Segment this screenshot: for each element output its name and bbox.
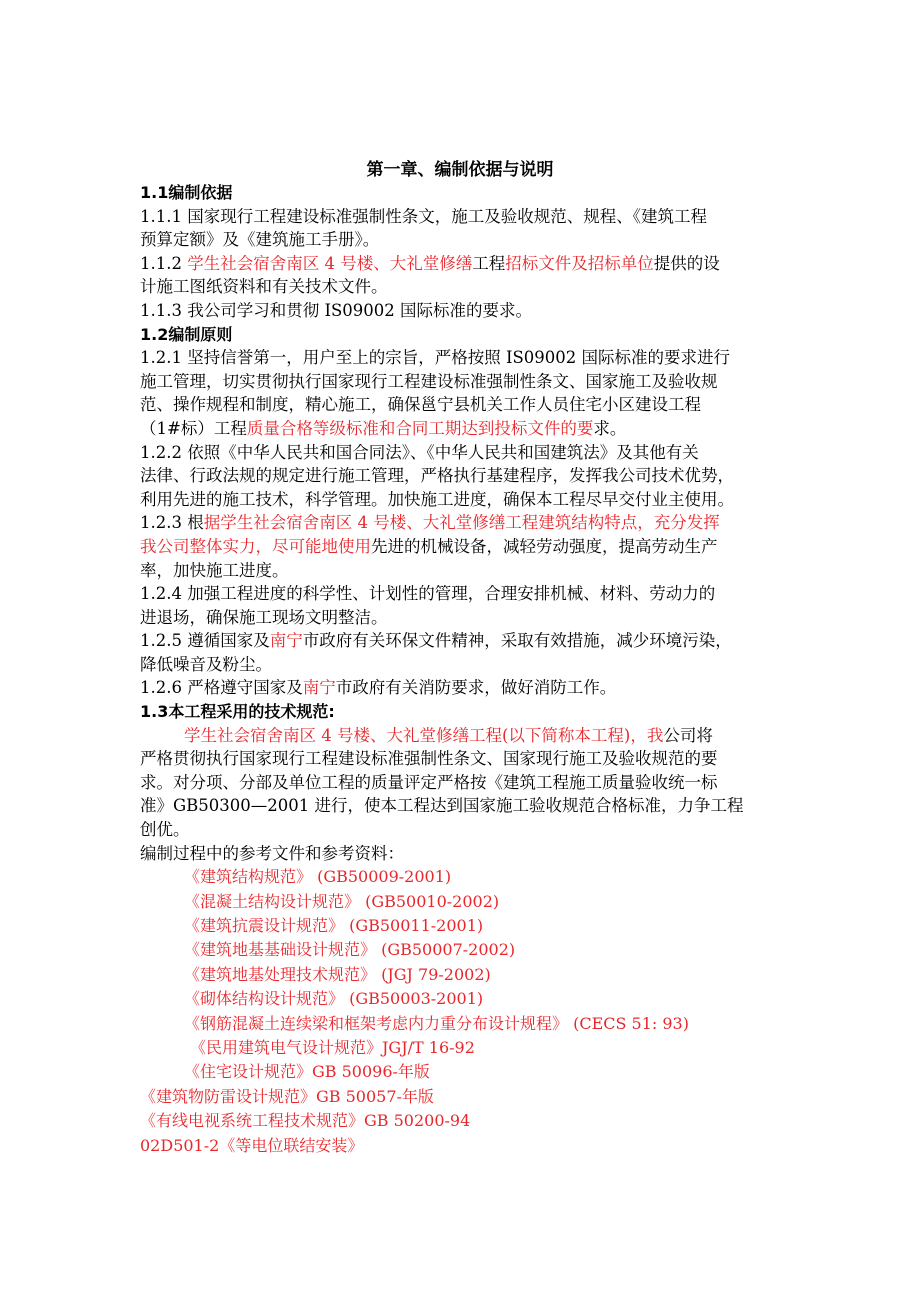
text-run: 1.2.5 遵循国家及 xyxy=(140,631,270,651)
section-heading-1-3: 1.3本工程采用的技术规范: xyxy=(140,702,335,722)
paragraph-line: 1.2.4 加强工程进度的科学性、计划性的管理，合理安排机械、材料、劳动力的 xyxy=(140,584,716,604)
highlight-text: 南宁 xyxy=(302,678,336,698)
paragraph-line: 计施工图纸资料和有关技术文件。 xyxy=(140,277,388,297)
reference-item: 《砌体结构设计规范》 (GB50003-2001) xyxy=(184,989,484,1009)
text-run: 工程 xyxy=(472,253,506,273)
paragraph-line xyxy=(140,511,790,535)
highlight-text: 学生社会宿舍南区 4 号楼、大礼堂修缮工程(以下简称本工程)，我 xyxy=(184,725,664,745)
text-run: 公司将 xyxy=(663,725,713,745)
reference-item: 《有线电视系统工程技术规范》GB 50200-94 xyxy=(140,1111,471,1131)
references-intro: 编制过程中的参考文件和参考资料： xyxy=(140,843,404,863)
highlight-text: 据学生社会宿舍南区 4 号楼、大礼堂修缮工程建筑结构特点，充分发挥 xyxy=(203,513,720,533)
paragraph-line: 利用先进的施工技术，科学管理。加快施工进度，确保本工程尽早交付业主使用。 xyxy=(140,489,734,509)
text-run: 提供的设 xyxy=(653,253,720,273)
paragraph-line xyxy=(140,535,790,559)
reference-item: 《建筑抗震设计规范》 (GB50011-2001) xyxy=(184,916,484,936)
text-run: 1.2.6 严格遵守国家及 xyxy=(140,678,303,698)
reference-item: 《混凝土结构设计规范》 (GB50010-2002) xyxy=(184,891,500,911)
text-run: （1#标）工程 xyxy=(140,418,247,438)
document-body xyxy=(140,181,790,1158)
text-run: 1.2.3 根 xyxy=(140,513,204,533)
paragraph-line: 1.2.2 依照《中华人民共和国合同法》、《中华人民共和国建筑法》及其他有关 xyxy=(140,442,699,462)
text-run: 1.1.2 xyxy=(140,253,188,273)
paragraph-line: 严格贯彻执行国家现行工程建设标准强制性条文、国家现行施工及验收规范的要 xyxy=(140,749,718,769)
reference-item: 《建筑物防雷设计规范》GB 50057-年版 xyxy=(140,1086,434,1106)
paragraph-line: 法律、行政法规的规定进行施工管理，严格执行基建程序，发挥我公司技术优势， xyxy=(140,466,734,486)
paragraph-line xyxy=(140,724,790,748)
reference-item: 《住宅设计规范》GB 50096-年版 xyxy=(184,1062,430,1082)
reference-item: 《钢筋混凝土连续梁和框架考虑内力重分布设计规程》 (CECS 51: 93) xyxy=(184,1013,689,1033)
paragraph-line: 率，加快施工进度。 xyxy=(140,560,289,580)
paragraph-line: 准》GB50300—2001 进行，使本工程达到国家施工验收规范合格标准，力争工程 xyxy=(140,796,744,816)
highlight-text: 学生社会宿舍南区 4 号楼、大礼堂修缮 xyxy=(187,253,473,273)
highlight-text: 南宁 xyxy=(269,631,303,651)
highlight-text: 我公司整体实力，尽可能地使用 xyxy=(140,536,371,556)
text-run: 先进的机械设备，减轻劳动强度，提高劳动生产 xyxy=(371,536,718,556)
paragraph-line: 1.1.3 我公司学习和贯彻 IS09002 国际标准的要求。 xyxy=(140,300,533,320)
paragraph-line xyxy=(140,676,790,700)
highlight-text: 质量合格等级标准和合同工期达到投标文件的要 xyxy=(246,418,594,438)
paragraph-line xyxy=(140,629,790,653)
section-heading-1-2: 1.2编制原则 xyxy=(140,324,233,344)
paragraph-line xyxy=(140,252,790,276)
paragraph-line xyxy=(140,417,790,441)
reference-item: 《建筑结构规范》 (GB50009-2001) xyxy=(184,867,452,887)
reference-item: 02D501-2《等电位联结安装》 xyxy=(140,1135,364,1155)
paragraph-line: 施工管理，切实贯彻执行国家现行工程建设标准强制性条文、国家施工及验收规 xyxy=(140,371,718,391)
highlight-text: 招标文件及招标单位 xyxy=(505,253,654,273)
reference-item: 《民用建筑电气设计规范》JGJ/T 16-92 xyxy=(190,1038,475,1058)
section-heading-1-1: 1.1编制依据 xyxy=(140,183,233,202)
paragraph-line: 创优。 xyxy=(140,820,190,840)
paragraph-line: 范、操作规程和制度，精心施工，确保邕宁县机关工作人员住宅小区建设工程 xyxy=(140,395,701,415)
text-run: 市政府有关消防要求，做好消防工作。 xyxy=(335,678,617,698)
reference-item: 《建筑地基处理技术规范》 (JGJ 79-2002) xyxy=(184,964,491,984)
paragraph-line: 1.1.1 国家现行工程建设标准强制性条文，施工及验收规范、规程、《建筑工程 xyxy=(140,206,707,226)
paragraph-line: 降低噪音及粉尘。 xyxy=(140,654,272,674)
chapter-title: 第一章、编制依据与说明 xyxy=(366,160,554,180)
text-run: 求。 xyxy=(593,418,627,438)
paragraph-line: 进退场，确保施工现场文明整洁。 xyxy=(140,607,388,627)
paragraph-line: 预算定额》及《建筑施工手册》。 xyxy=(140,230,380,250)
paragraph-line: 1.2.1 坚持信誉第一，用户至上的宗旨，严格按照 IS09002 国际标准的要求进行 xyxy=(140,348,731,368)
paragraph-line: 求。对分项、分部及单位工程的质量评定严格按《建筑工程施工质量验收统一标 xyxy=(140,772,718,792)
text-run: 市政府有关环保文件精神，采取有效措施，减少环境污染， xyxy=(302,631,732,651)
reference-item: 《建筑地基基础设计规范》 (GB50007-2002) xyxy=(184,940,516,960)
